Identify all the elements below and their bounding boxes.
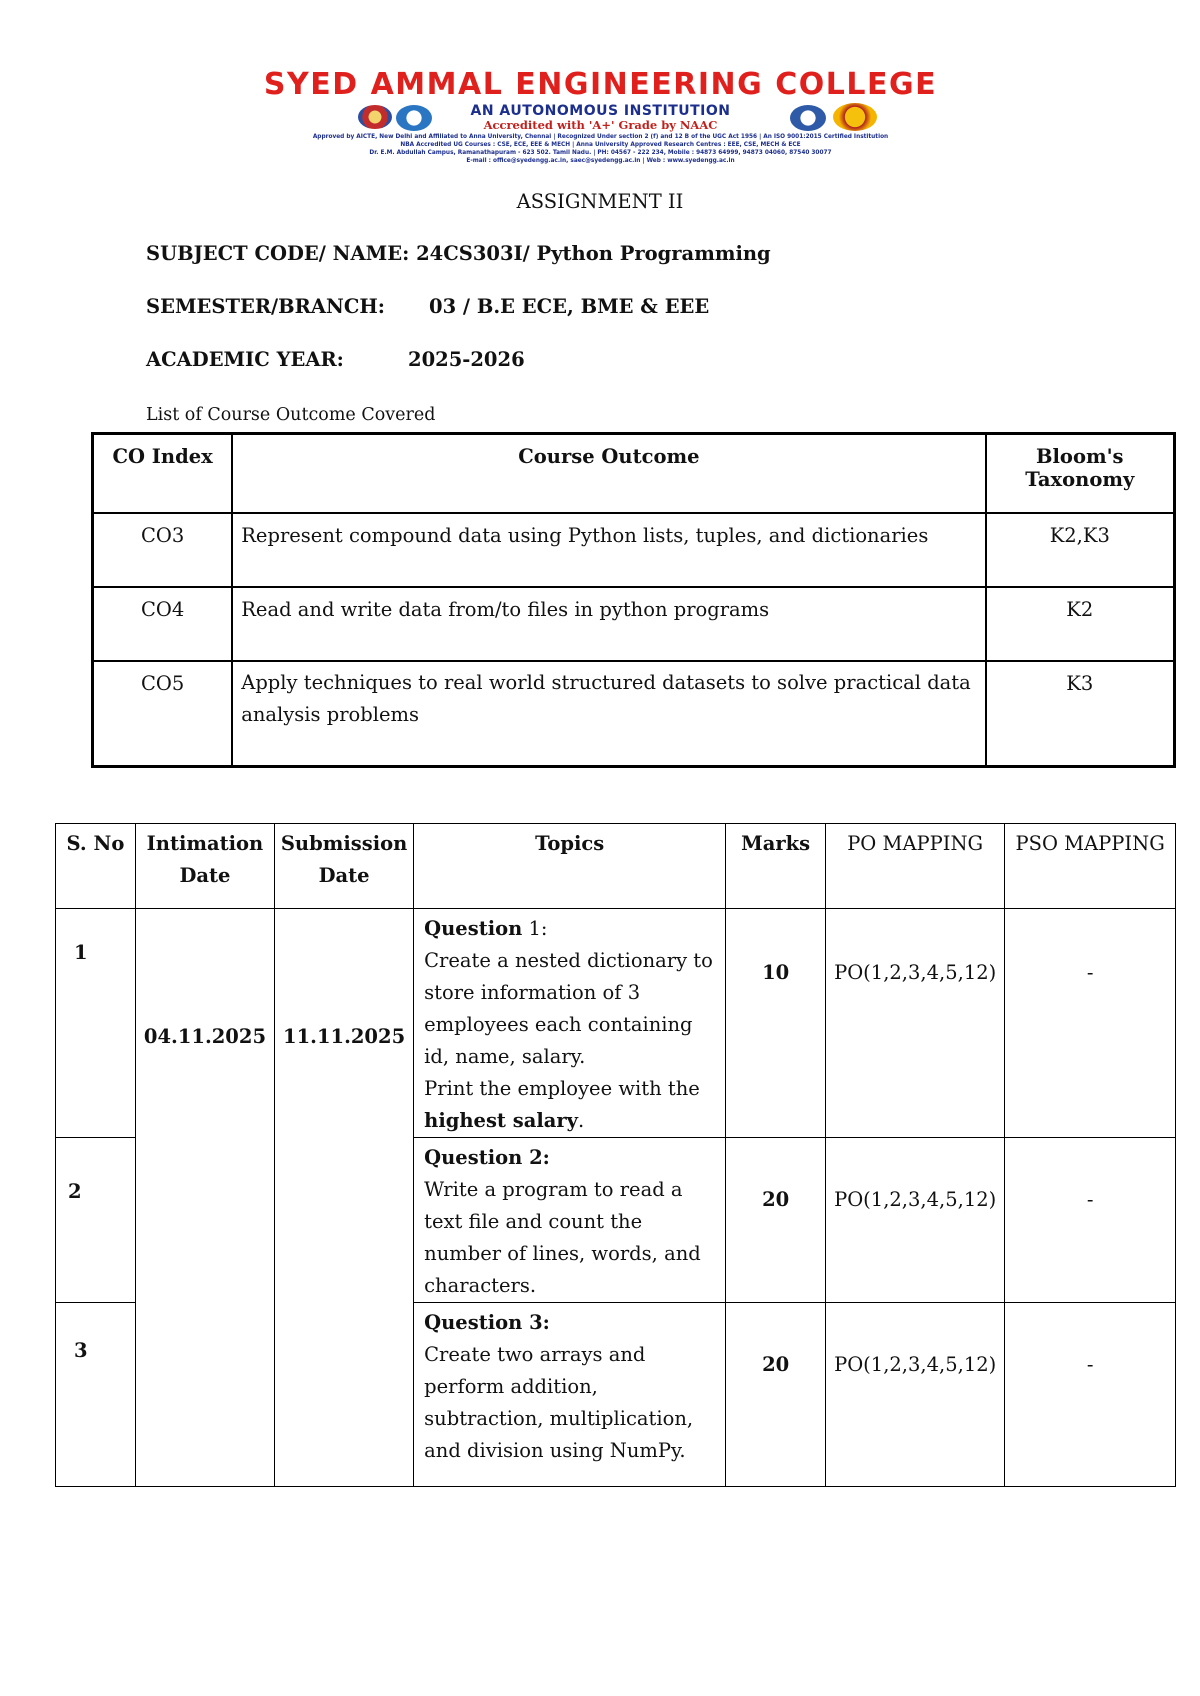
question-emphasis: highest salary: [424, 1109, 578, 1132]
assignment-table-header: [56, 824, 1176, 909]
question-text-2: Print the employee with the: [424, 1077, 700, 1100]
blooms-header: Bloom's Taxonomy: [986, 434, 1175, 513]
co-index: CO4: [93, 587, 233, 661]
sno-cell: 2: [56, 1138, 136, 1303]
course-outcome-header: Course Outcome: [232, 434, 985, 513]
semester-value: 03 / B.E ECE, BME & EEE: [429, 295, 710, 318]
course-outcome: Represent compound data using Python lists, tuples, and dictionaries: [232, 513, 985, 587]
sno-cell: 3: [56, 1303, 136, 1487]
po-mapping-header: PO MAPPING: [826, 824, 1005, 909]
question-label: Question 3:: [424, 1311, 550, 1334]
marks-cell: 20: [726, 1138, 826, 1303]
pso-mapping-cell: -: [1005, 1303, 1176, 1487]
topic-cell: [414, 1138, 726, 1303]
contact-line: E-mail : office@syedengg.ac.in, saec@syedengg.ac.in | Web : www.syedengg.ac.in: [466, 158, 735, 164]
naac-logo-icon: [833, 103, 877, 131]
sno-header: S. No: [56, 824, 136, 909]
assignment-title: ASSIGNMENT II: [516, 190, 684, 213]
blooms-level: K2,K3: [986, 513, 1175, 587]
pso-mapping-cell: -: [1005, 909, 1176, 1138]
topic-cell: [414, 909, 726, 1138]
table-row: [93, 661, 1175, 767]
address-line: Dr. E.M. Abdullah Campus, Ramanathapuram - 623 502. Tamil Nadu. | PH: 04567 - 222 234, Mobile : 94873 64999, 94873 04060, 87540 30077: [369, 150, 832, 156]
question-label: Question: [424, 917, 523, 940]
academic-year-value: 2025-2026: [408, 348, 525, 371]
marks-cell: 10: [726, 909, 826, 1138]
emblem-row: [228, 103, 973, 133]
question-label: Question 2:: [424, 1146, 550, 1169]
question-text: Write a program to read a text file and count the number of lines, words, and characters.: [424, 1178, 701, 1297]
marks-header: Marks: [726, 824, 826, 909]
intimation-date-header: Intimation Date: [135, 824, 274, 909]
sno-cell: 1: [56, 909, 136, 1138]
intimation-date: 04.11.2025: [135, 909, 274, 1487]
co-caption: List of Course Outcome Covered: [146, 405, 436, 425]
table-row: [93, 513, 1175, 587]
question-text: Create two arrays and perform addition, subtraction, multiplication, and division using NumPy.: [424, 1343, 694, 1462]
course-outcome: Apply techniques to real world structured datasets to solve practical data analysis problems: [232, 661, 985, 767]
topic-cell: [414, 1303, 726, 1487]
topics-header: Topics: [414, 824, 726, 909]
table-row: [56, 909, 1176, 1138]
subject-label: SUBJECT CODE/ NAME:: [146, 242, 410, 265]
table-row: [93, 587, 1175, 661]
po-mapping-cell: PO(1,2,3,4,5,12): [826, 1138, 1005, 1303]
nba-line: NBA Accredited UG Courses : CSE, ECE, EEE & MECH | Anna University Approved Research Centres : EEE, CSE, MECH & ECE: [400, 142, 801, 148]
question-text: Create a nested dictionary to store information of 3 employees each containing id, name, salary.: [424, 949, 713, 1068]
college-name: SYED AMMAL ENGINEERING COLLEGE: [263, 67, 938, 102]
course-outcome-table: [91, 432, 1176, 768]
approval-line: Approved by AICTE, New Delhi and Affiliated to Anna University, Chennai | Recognized Under section 2 (f) and 12 B of the UGC Act 1956 | An ISO 9001:2015 Certified Institution: [312, 134, 889, 140]
subject-value: 24CS303I/ Python Programming: [416, 242, 771, 265]
question-tail: .: [577, 1109, 585, 1132]
po-mapping-cell: PO(1,2,3,4,5,12): [826, 1303, 1005, 1487]
academic-year-label: ACADEMIC YEAR:: [146, 348, 344, 371]
co-index: CO5: [93, 661, 233, 767]
po-mapping-cell: PO(1,2,3,4,5,12): [826, 909, 1005, 1138]
pso-mapping-header: PSO MAPPING: [1005, 824, 1176, 909]
course-outcome: Read and write data from/to files in python programs: [232, 587, 985, 661]
academic-year-line: [146, 348, 525, 371]
semester-label: SEMESTER/BRANCH:: [146, 295, 385, 318]
co-index: CO3: [93, 513, 233, 587]
submission-date: 11.11.2025: [275, 909, 414, 1487]
co-index-header: CO Index: [93, 434, 233, 513]
naac-accreditation: Accredited with 'A+' Grade by NAAC: [483, 118, 718, 132]
nba-logo-icon: [790, 105, 826, 131]
subject-line: [146, 242, 771, 265]
question-number: 1:: [522, 917, 548, 940]
co-table-header: [93, 434, 1175, 513]
college-letterhead: [228, 68, 973, 168]
assignment-table: [55, 823, 1176, 1487]
autonomous-tagline: AN AUTONOMOUS INSTITUTION: [470, 103, 731, 119]
pso-mapping-cell: -: [1005, 1138, 1176, 1303]
blooms-level: K2: [986, 587, 1175, 661]
submission-date-header: Submission Date: [275, 824, 414, 909]
semester-line: [146, 295, 710, 318]
marks-cell: 20: [726, 1303, 826, 1487]
blooms-level: K3: [986, 661, 1175, 767]
